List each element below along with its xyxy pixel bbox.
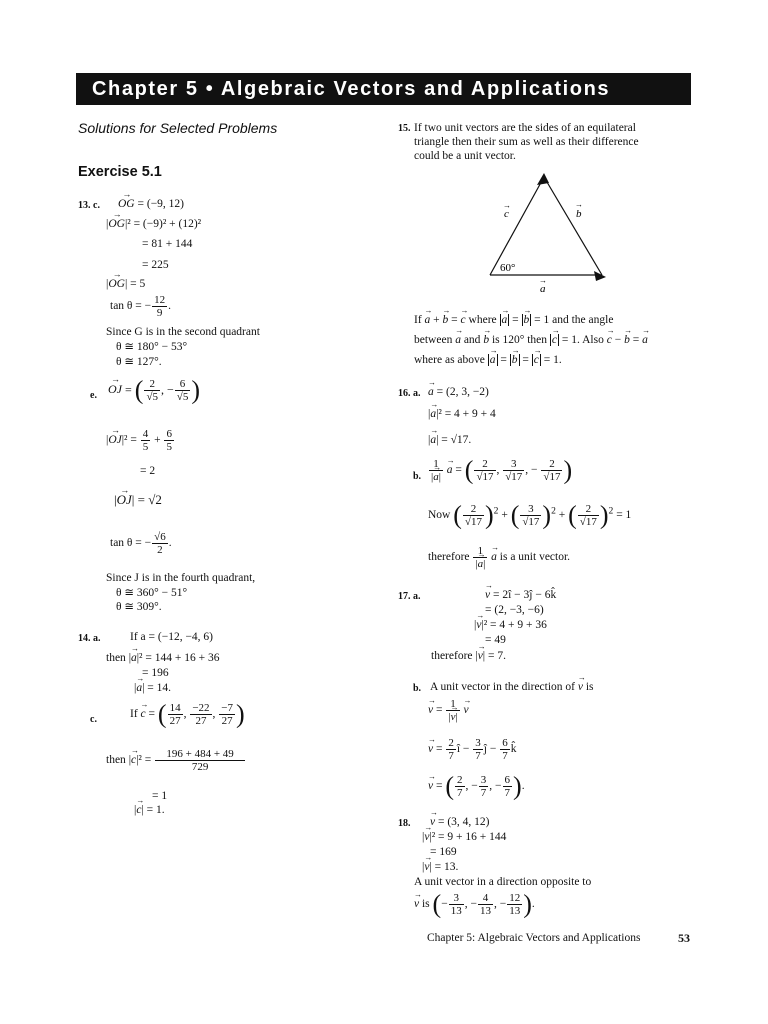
equation-line: therefore $\frac{1}{|\to a|}$ → a is a unit vector.: [428, 545, 570, 570]
equation-line: → a = (2, 3, −2): [428, 385, 489, 399]
equation-line: = (2, −3, −6): [485, 604, 544, 616]
equation-line: |→ OG|² = (−9)² + (12)²: [106, 217, 201, 231]
text-line: If → a + → b = → c where → a = → b = 1 and the angle: [414, 313, 613, 327]
text-line: A unit vector in the direction of → v is: [430, 680, 594, 694]
equation-line: → v = $\frac{2}{7}$ î − $\frac{3}{7}$ ĵ − $\frac{6}{7}$ k̂: [428, 737, 516, 762]
exercise-heading: Exercise 5.1: [78, 164, 162, 180]
problem-number: 18.: [398, 818, 411, 829]
equation-line: = 49: [485, 634, 506, 646]
equation-line: θ ≅ 309°.: [116, 601, 162, 613]
equation-line: → v is (− $\frac{3}{13}$ , − $\frac{4}{13}$ , − $\frac{12}{13}$ ).: [414, 892, 535, 917]
equation-line: θ ≅ 180° − 53°: [116, 341, 188, 353]
equation-line: $\frac{1}{|\to a|}$ → a = ( $\frac{2}{√17}$ , $\frac{3}{√17}$ , − $\frac{2}{√17}$ ): [428, 458, 572, 483]
equation-line: then |→ c|² = $\frac{196 + 484 + 49}{729}$: [106, 748, 246, 773]
equation-line: = 169: [430, 846, 457, 858]
page-footer: Chapter 5: Algebraic Vectors and Applications: [427, 932, 641, 944]
arrowhead-top: [537, 173, 549, 185]
equation-line: θ ≅ 360° − 51°: [116, 587, 188, 599]
label-c: c: [504, 208, 509, 220]
page-number: 53: [678, 931, 690, 945]
equation-line: = 196: [142, 667, 169, 679]
problem-number: b.: [413, 683, 422, 694]
equilateral-triangle-diagram: [470, 165, 650, 300]
equation-line: θ ≅ 127°.: [116, 356, 162, 368]
arrow-over-a: →: [539, 276, 547, 285]
side-c: [490, 177, 544, 275]
angle-label: 60°: [500, 262, 516, 274]
equation-line: |→ v|² = 4 + 9 + 36: [474, 618, 547, 632]
text-line: If two unit vectors are the sides of an equilateral: [414, 122, 636, 134]
equation-line: → v = (3, 4, 12): [430, 815, 490, 829]
problem-number: 13. c.: [78, 200, 100, 211]
problem-number: 16. a.: [398, 388, 421, 399]
equation-line: |→ a| = 14.: [134, 681, 171, 695]
side-b: [544, 177, 602, 275]
text-line: Since J is in the fourth quadrant,: [106, 572, 256, 584]
equation-line: |→ OJ|² = $\frac{4}{5}$ + $\frac{6}{5}$: [106, 428, 175, 453]
section-subtitle: Solutions for Selected Problems: [78, 120, 278, 136]
label-b: b: [576, 208, 582, 220]
problem-number: e.: [90, 390, 97, 401]
text-line: triangle then their sum as well as their difference: [414, 136, 639, 148]
equation-line: = 81 + 144: [142, 238, 193, 250]
equation-line: |→ a| = √17.: [428, 433, 471, 447]
equation-line: = 225: [142, 259, 169, 271]
equation-line: tan θ = − $\frac{12}{9}$ .: [110, 294, 172, 319]
equation-line: |→ OG| = 5: [106, 277, 145, 291]
equation-line: |→ a|² = 4 + 9 + 4: [428, 407, 496, 421]
chapter-banner: Chapter 5 • Algebraic Vectors and Applications: [76, 73, 691, 105]
equation-line: → v = ( $\frac{2}{7}$ , − $\frac{3}{7}$ , − $\frac{6}{7}$ ).: [428, 774, 525, 799]
text-line: could be a unit vector.: [414, 150, 516, 162]
problem-number: 14. a.: [78, 633, 101, 644]
equation-line: then |→ a|² = 144 + 16 + 36: [106, 651, 219, 665]
equation-line: therefore |→ v| = 7.: [431, 649, 506, 663]
text-line: where as above → a = → b = → c = 1.: [414, 353, 562, 367]
equation-line: |→ v|² = 9 + 16 + 144: [422, 830, 506, 844]
equation-line: → v = 2î − 3ĵ − 6k̂: [485, 588, 556, 602]
arrow-over-c: →: [503, 201, 511, 210]
arrow-over-b: →: [575, 200, 583, 209]
problem-number: b.: [413, 471, 422, 482]
equation-line: = 1: [152, 790, 168, 802]
problem-number: 17. a.: [398, 591, 421, 602]
equation-line: If a = (−12, −4, 6): [130, 631, 214, 643]
equation-line: |→ v| = 13.: [422, 860, 458, 874]
equation-line: → v = $\frac{1}{|\to v|}$ → v: [428, 698, 469, 723]
label-a: a: [540, 283, 546, 295]
equation-line: tan θ = − $\frac{√6}{2}$ .: [110, 531, 172, 556]
problem-number: c.: [90, 714, 97, 725]
equation-line: |→ OJ| = √2: [114, 493, 162, 507]
equation-line: → OJ = ( $\frac{2}{√5}$ , − $\frac{6}{√5}$ ): [108, 378, 200, 403]
equation-line: Now ( $\frac{2}{√17}$ )$^2$ + ( $\frac{3}{√17}$ )$^2$ + ( $\frac{2}{√17}$ )$^2$ = 1: [428, 500, 632, 530]
equation-line: = 2: [140, 465, 156, 477]
text-line: between → a and → b is 120° then → c = 1. Also → c − → b = → a: [414, 333, 648, 347]
equation-line: If → c = ( $\frac{14}{27}$ , $\frac{-22}{27}$ , $\frac{-7}{27}$ ): [130, 702, 245, 727]
text-line: Since G is in the second quadrant: [106, 326, 260, 338]
problem-number: 15.: [398, 123, 411, 134]
equation-line: |→ c| = 1.: [134, 803, 165, 817]
text-line: A unit vector in a direction opposite to: [414, 876, 592, 888]
equation-line: → OG = (−9, 12): [118, 197, 184, 211]
